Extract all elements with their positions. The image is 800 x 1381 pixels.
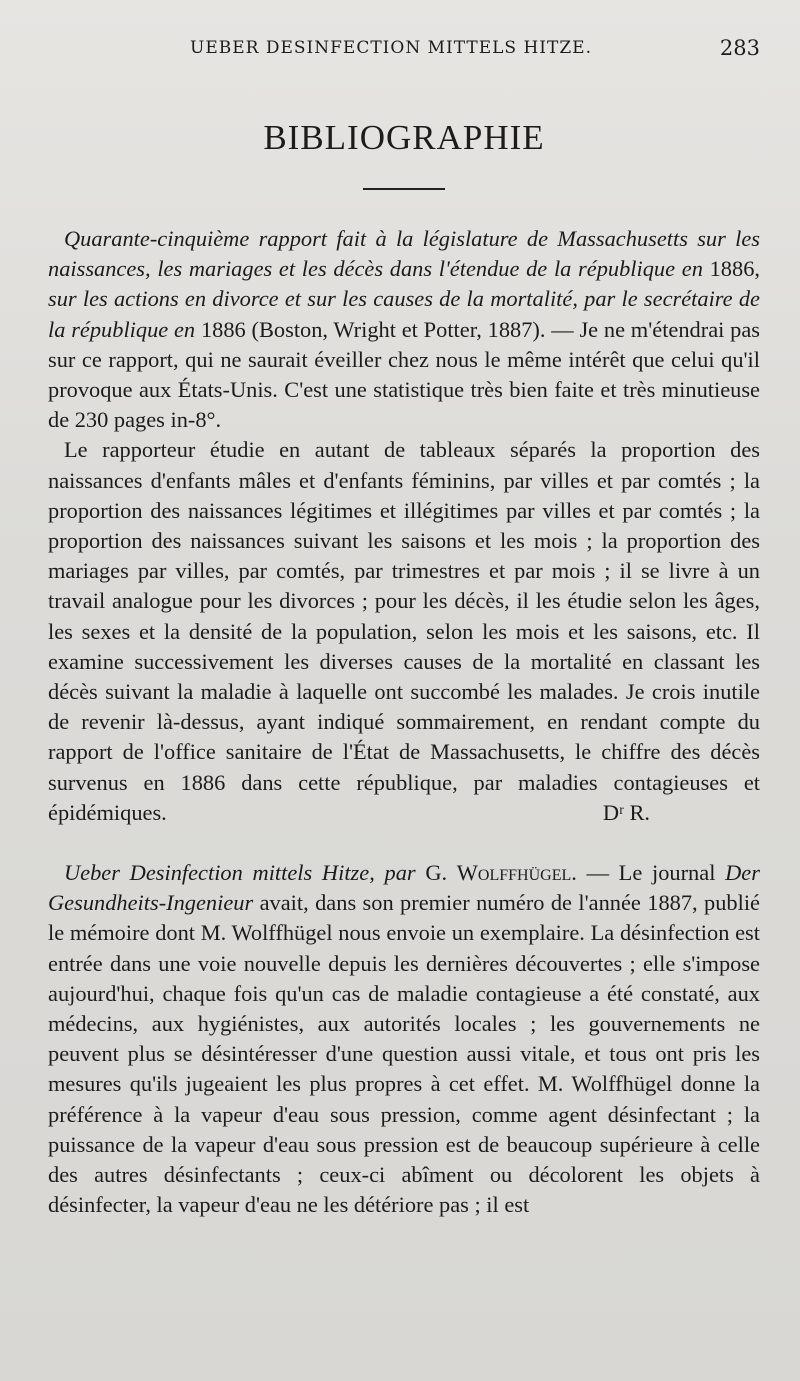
entry1-paragraph2-text: Le rapporteur étudie en autant de tableaux séparés la proportion des naissances d'enfants mâles et d'enfants féminins, par villes et par comtés ; la proportion des naissances légitimes et illégitimes par villes et par comtés ; la proportion des naissances suivant les saisons et les mois ; la proportion des mariages par villes, par comtés, par trimestres et par mois ; il se livre à un travail analogue pour les divorces ; pour les décès, il les étudie selon les âges, les sexes et la densité de la population, selon les mois et les saisons, etc. Il examine successivement les diverses causes de la mortalité en classant les décès suivant la maladie à laquelle ont succombé les malades. Je crois inutile de revenir là-dessus, ayant indiqué sommairement, en rendant compte du rapport de l'office sanitaire de l'État de Massachusetts, le chiffre des décès survenus en 1886 dans cette république, par maladies contagieuses et épidémiques. xyxy=(48,437,760,825)
entry2-author-initial: G. xyxy=(425,860,448,886)
entry-spacer xyxy=(48,828,760,858)
page-number: 283 xyxy=(719,36,760,60)
section-title: BIBLIOGRAPHIE xyxy=(263,118,545,157)
entry2-par: par xyxy=(384,860,416,886)
entry1-signature: Dʳ R. xyxy=(602,799,650,825)
entry1-year1: 1886, xyxy=(709,256,760,282)
entry2-title: Ueber Desinfection mittels Hitze, xyxy=(64,860,375,886)
entry1-title-part2: sur les actions en divorce et sur les causes de la mortalité, par le secrétaire de la république en xyxy=(48,286,760,342)
entry2-body-part2: avait, dans son premier numéro de l'année 1887, publié le mémoire dont M. Wolffhügel nous envoie un exemplaire. La désinfection est entrée dans une voie nouvelle depuis les dernières découvertes ; elle s'impose aujourd'hui, chaque fois qu'un cas de maladie contagieuse a été constaté, aux médecins, aux hygiénistes, aux autorités locales ; les gouvernements ne peuvent plus se désintéresser d'une question aussi vitale, et tous ont pris les mesures qu'ils jugeaient les plus propres à cet effet. M. Wolffhügel donne la préférence à la vapeur d'eau sous pression, comme agent désinfectant ; la puissance de la vapeur d'eau sous pression est de beaucoup supérieure à celle des autres désinfectants ; ceux-ci abîment ou décolorent les objets à désinfecter, la vapeur d'eau ne les détériore pas ; il est xyxy=(48,890,760,1218)
bibliography-entry-wolffhugel xyxy=(48,858,760,1220)
bibliography-entry-massachusetts xyxy=(48,224,760,435)
entry1-year2: 1886 xyxy=(200,316,246,342)
title-divider xyxy=(363,188,445,190)
entry1-paragraph2 xyxy=(48,435,760,828)
entry1-title-part1: Quarante-cinquième rapport fait à la législature de Massachusetts sur les naissances, les mariages et les décès dans l'étendue de la république en xyxy=(48,226,760,282)
running-head xyxy=(48,34,760,64)
entry1-body: (Boston, Wright et Potter, 1887). — Je ne m'étendrai pas sur ce rapport, qui ne saurait éveiller chez nous le même intérêt que celui qu'il provoque aux États-Unis. C'est une statistique très bien faite et très minutieuse de 230 pages in-8°. xyxy=(48,316,760,433)
entry2-body-part1: — Le journal xyxy=(586,860,716,886)
running-title: UEBER DESINFECTION MITTELS HITZE. xyxy=(190,38,592,58)
entry2-journal: Der Gesundheits-Ingenieur xyxy=(48,860,760,916)
entry2-author-name: Wolffhügel. xyxy=(456,860,577,886)
